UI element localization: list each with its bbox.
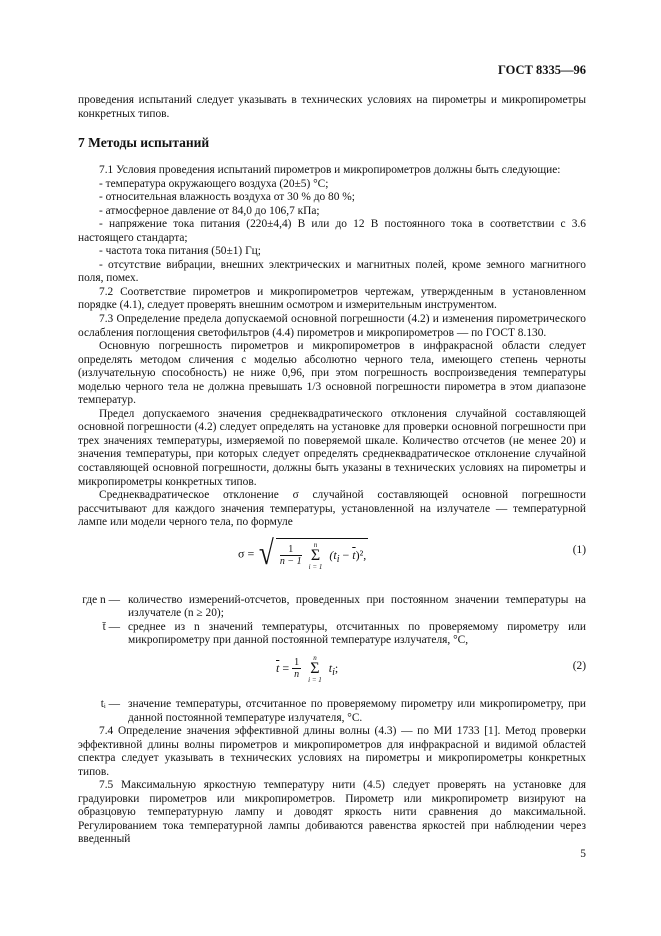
page-number: 5	[580, 848, 586, 860]
numerator: 1	[280, 544, 302, 556]
fraction	[280, 544, 302, 567]
numerator: 1	[294, 657, 300, 669]
intro-block	[78, 94, 586, 121]
term-tail: )²,	[355, 547, 367, 562]
paragraph-7-4: 7.4 Определение значения эффективной длины волны (4.3) — по МИ 1733 [1]. Метод проверки эффективной длины волны пирометров и микропирометров для инфракрасной и видимой областей спектра следует указывать в технических условиях на пирометры и микропирометры конкретных типов.	[78, 725, 586, 778]
condition-item: - напряжение тока питания (220±4,4) В или до 12 В постоянного тока в соответствии с 3.6 настоящего стандарта;	[78, 218, 586, 244]
term-tail: ;	[334, 660, 339, 675]
paragraph-7-3-b: Основную погрешность пирометров и микропирометров в инфракрасной области следует определять методом сличения с моделью абсолютно черного тела, имеющего степень черноты (излучательную способность) не ниже 0,96, при этом погрешность воспроизведения температуры моделью черного тела не должна превышать 1/3 основной погрешности пирометра в этом диапазоне температур.	[78, 340, 586, 407]
denominator: n	[294, 669, 300, 681]
term: t	[328, 660, 333, 675]
definitions-1	[78, 594, 586, 648]
definition-key: t̄ —	[102, 620, 120, 633]
paragraph-7-5: 7.5 Максимальную яркостную температуру нити (4.5) следует проверять на установке для градуировки пирометров или микропирометров. Пирометр или микропирометр визируют на образцовую температурную лампу и доводят яркость нити сравнения до максимальной. Регулированием тока температурной лампы добиваются равенства яркостей при наблюдении через введенный	[78, 779, 586, 846]
sum-upper: n	[313, 653, 317, 662]
subscript: i	[332, 667, 335, 679]
paragraph-7-2: 7.2 Соответствие пирометров и микропирометров чертежам, утвержденным в установленном порядке (4.1), следует проверять внешним осмотром и измерительным инструментом.	[78, 285, 586, 312]
sum-operator: n Σ i = 1	[308, 653, 322, 684]
definition-text: количество измерений-отсчетов, проведенных при постоянном значении температуры на излучателе (n ≥ 20);	[128, 593, 586, 620]
sqrt-icon: √	[259, 535, 275, 573]
formula-1	[78, 530, 586, 588]
condition-item: - атмосферное давление от 84,0 до 106,7 кПа;	[99, 204, 320, 217]
condition-item: - относительная влажность воздуха от 30 % до 80 %;	[99, 191, 355, 204]
mean-t: $\overline{t}$	[276, 660, 280, 675]
definitions-2	[78, 698, 586, 725]
formula-2	[78, 648, 586, 698]
subscript: i	[336, 553, 340, 565]
formula-lhs: σ =	[238, 546, 255, 561]
sum-upper: n	[313, 540, 318, 549]
paragraph-7-3-c: Предел допускаемого значения среднеквадратического отклонения случайной составляющей основной погрешности (4.2) следует определять на установке для проверки основной погрешности при трех значениях температуры, измеряемой по поверяемой шкале. Количество отсчетов (не менее 20) и значения температуры, при которых следует определять среднеквадратическое отклонение случайной составляющей основной погрешности, должны быть указаны в технических условиях на пирометры и микропирометры конкретных типов.	[78, 407, 586, 488]
definition-text: значение температуры, отсчитанное по проверяемому пирометру или микропирометру, при данной постоянной температуре излучателя, °С.	[128, 697, 586, 724]
condition-item: - температура окружающего воздуха (20±5) °С;	[99, 177, 329, 190]
paragraph-7-3: 7.3 Определение предела допускаемой основной погрешности (4.2) и изменения пирометрического ослабления поглощения светофильтров (4.4) пирометров и микропирометров — по ГОСТ 8.130.	[78, 313, 586, 339]
section-title: 7 Методы испытаний	[78, 135, 210, 150]
term: (t	[329, 547, 337, 562]
sum-lower: i = 1	[308, 675, 322, 684]
denominator: n − 1	[279, 556, 302, 568]
sum-lower: i = 1	[308, 562, 323, 571]
definition-key: tᵢ —	[100, 697, 120, 710]
condition-item: - отсутствие вибрации, внешних электрических и магнитных полей, кроме земного магнитного поля, помех.	[78, 258, 586, 285]
definition-key: где n —	[82, 593, 120, 606]
definition-text: среднее из n значений температуры, отсчитанных по проверяемому пирометру или микропирометру при данной постоянной температуре излучателя, °С,	[128, 620, 586, 647]
intro-paragraph: проведения испытаний следует указывать в технических условиях на пирометры и микропирометры конкретных типов.	[78, 94, 586, 120]
minus: −	[339, 547, 353, 562]
paragraph-7-1: 7.1 Условия проведения испытаний пирометров и микропирометров должны быть следующие:	[99, 164, 561, 176]
formula-number: (2)	[572, 659, 586, 672]
section-body	[78, 164, 586, 847]
formula-number: (1)	[572, 543, 586, 556]
condition-item: - частота тока питания (50±1) Гц;	[99, 245, 261, 258]
fraction	[292, 657, 301, 680]
paragraph-7-3-d: Среднеквадратическое отклонение σ случайной составляющей основной погрешности рассчитывают для каждого значения температуры, установленной на излучателе — температурной лампе или модели черного тела, по формуле	[78, 489, 586, 529]
mean-t: $\overline{t}$	[352, 547, 356, 562]
equals: =	[282, 660, 290, 675]
sum-operator: n Σ i = 1	[308, 540, 323, 571]
radicand	[276, 538, 368, 571]
document-header: ГОСТ 8335—96	[497, 63, 586, 77]
